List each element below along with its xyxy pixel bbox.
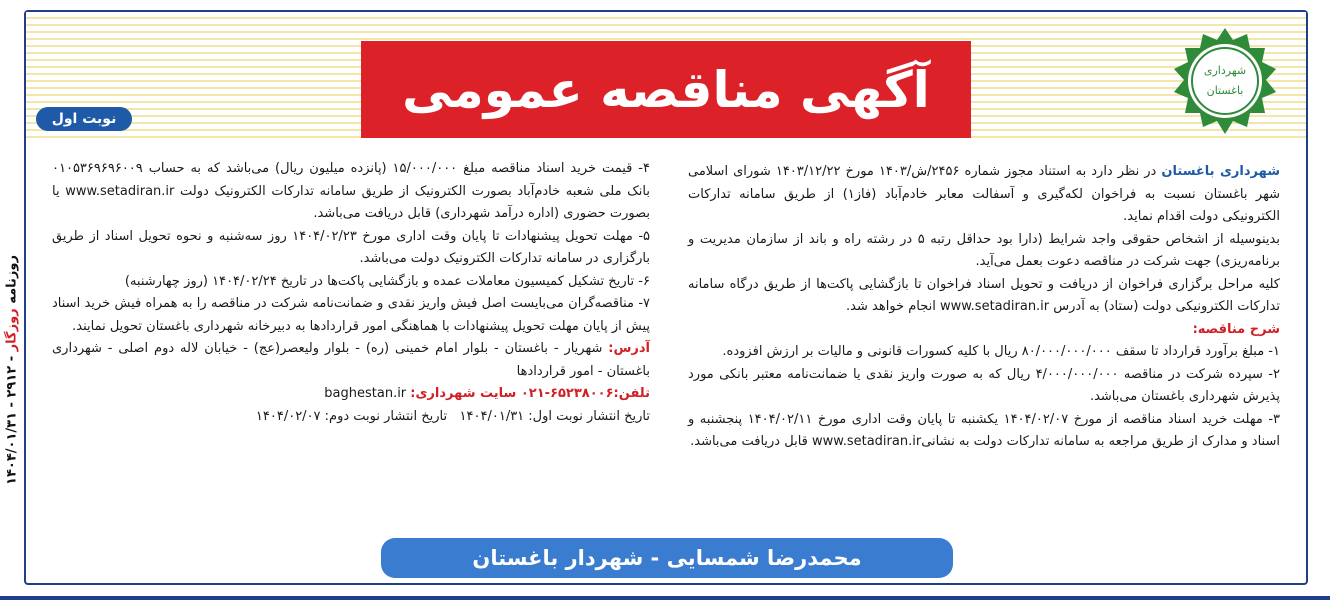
side-caption-text (5, 255, 20, 485)
portal-paragraph (688, 274, 1280, 319)
intro-org: شهرداری باغستان (1161, 164, 1280, 179)
logo-text-bottom: باغستان (1206, 84, 1244, 97)
municipality-site-link[interactable]: baghestan.ir (324, 386, 407, 401)
contact-line (52, 383, 650, 406)
item-7: ۷- مناقصه‌گران می‌بایست اصل فیش واریز نقدی و ضمانت‌نامه شرکت در مناقصه را به همراه فیش خرید اسناد پیش از پایان مهلت تحویل پیشنهادات با هماهنگی امور قراردادها به دبیرخانه شهرداری باغستان تحویل نمایند. (52, 296, 650, 334)
logo-text-top: شهرداری (1203, 64, 1247, 77)
item-3-text-post: قابل دریافت می‌باشد. (690, 434, 812, 449)
item-1: ۱- مبلغ برآورد قرارداد تا سقف ۸۰/۰۰۰/۰۰۰/۰۰۰ ریال با کلیه کسورات قانونی و مالیات بر ارزش افزوده. (722, 344, 1280, 359)
bottom-divider (0, 596, 1330, 600)
item-4 (52, 158, 650, 226)
left-column (52, 158, 650, 428)
right-column (688, 161, 1280, 454)
item-3-link[interactable]: www.setadiran.ir (812, 434, 922, 449)
publish-second: تاریخ انتشار نوبت دوم: ۱۴۰۴/۰۲/۰۷ (255, 408, 448, 424)
invitation-paragraph: بدینوسیله از اشخاص حقوقی واجد شرایط (دارا بود حداقل رتبه ۵ در رشته راه و باند از سازمان مدیریت و برنامه‌ریزی) جهت شرکت در مناقصه دعوت بعمل می‌آید. (688, 231, 1280, 269)
publish-dates (52, 406, 650, 429)
newspaper-prefix: روزنامه (4, 255, 20, 304)
side-caption (2, 160, 22, 580)
item-3-text-pre: ۳- مهلت خرید اسناد مناقصه از مورخ ۱۴۰۴/۰۲/۰۷ یکشنبه تا پایان وقت اداری مورخ ۱۴۰۴/۰۲/۱۱ پنجشنبه و اسناد و مدارک از طریق مراجعه به سامانه تدارکات دولت به نشانی (688, 411, 1280, 449)
portal-text-post: انجام خواهد شد. (846, 299, 940, 314)
item-4-link[interactable]: www.setadiran.ir (65, 183, 175, 199)
intro-text: در نظر دارد به استناد مجوز شماره ۲۴۵۶/ش/۱۴۰۳ مورخ ۱۴۰۳/۱۲/۲۲ شورای اسلامی شهر باغستان نسبت به فراخوان لکه‌گیری و آسفالت معابر خادم‌آباد (فاز۱) از طریق سامانه تدارکات الکترونیکی دولت اقدام نماید. (688, 164, 1280, 224)
title-banner (361, 41, 971, 138)
publish-first: تاریخ انتشار نوبت اول: ۱۴۰۴/۰۱/۳۱ (459, 408, 650, 424)
item-2: ۲- سپرده شرکت در مناقصه ۴/۰۰۰/۰۰۰/۰۰۰ ریال که به صورت واریز نقدی یا ضمانت‌نامه معتبر بانکی مورد پذیرش شهرداری باغستان می‌باشد. (688, 366, 1280, 404)
item-3 (688, 409, 1280, 454)
municipality-logo-icon (1170, 26, 1280, 136)
address (52, 338, 650, 383)
portal-link[interactable]: www.setadiran.ir (939, 299, 1050, 314)
signature-bar: محمدرضا شمسایی - شهردار باغستان (381, 538, 953, 578)
newspaper-brand: روزگار (4, 308, 20, 352)
item-5: ۵- مهلت تحویل پیشنهادات تا پایان وقت اداری مورخ ۱۴۰۴/۰۲/۲۳ روز سه‌شنبه و نحوه تحویل اسناد از طریق بارگزاری در سامانه تدارکات الکترونیک دولت می‌باشد. (52, 228, 651, 266)
phone-label: تلفن:۶۵۲۳۸۰۰۶-۰۲۱ سایت شهرداری: (410, 386, 650, 401)
intro-paragraph (688, 161, 1280, 229)
issue-info: - ۲۹۱۲ - ۱۴۰۴/۰۱/۳۱ (4, 355, 20, 485)
item-6: ۶- تاریخ تشکیل کمیسیون معاملات عمده و بازگشایی پاکت‌ها در تاریخ ۱۴۰۴/۰۲/۲۴ (روز چهارشنبه) (124, 273, 650, 289)
address-label: آدرس: (608, 341, 650, 356)
round-badge: نوبت اول (36, 107, 132, 131)
section-heading: شرح مناقصه: (1192, 321, 1280, 337)
portal-text-pre: کلیه مراحل برگزاری فراخوان از دریافت و تحویل اسناد فراخوان تا بازگشایی پاکت‌ها از طریق درگاه سامانه تدارکات الکترونیکی دولت (ستاد) به آدرس (688, 276, 1280, 314)
item-4-text-pre: ۴- قیمت خرید اسناد مناقصه مبلغ ۱۵/۰۰۰/۰۰۰ (پانزده میلیون ریال) می‌باشد که به حساب ۰۱۰۵۳۶۹۶۹۶۰۰۹ بانک ملی شعبه خادم‌آباد بصورت الکترونیک از طریق سامانه تدارکات الکترونیک دولت (52, 161, 651, 199)
page-title: آگهی مناقصه عمومی (402, 60, 930, 119)
address-text: شهریار - باغستان - بلوار امام خمینی (ره) - بلوار ولیعصر(عج) - خیابان لاله دوم اصلی - شهرداری باغستان - امور قراردادها (52, 341, 650, 379)
item-4-text-post: یا بصورت حضوری (اداره درآمد شهرداری) قابل دریافت می‌باشد. (52, 183, 650, 221)
